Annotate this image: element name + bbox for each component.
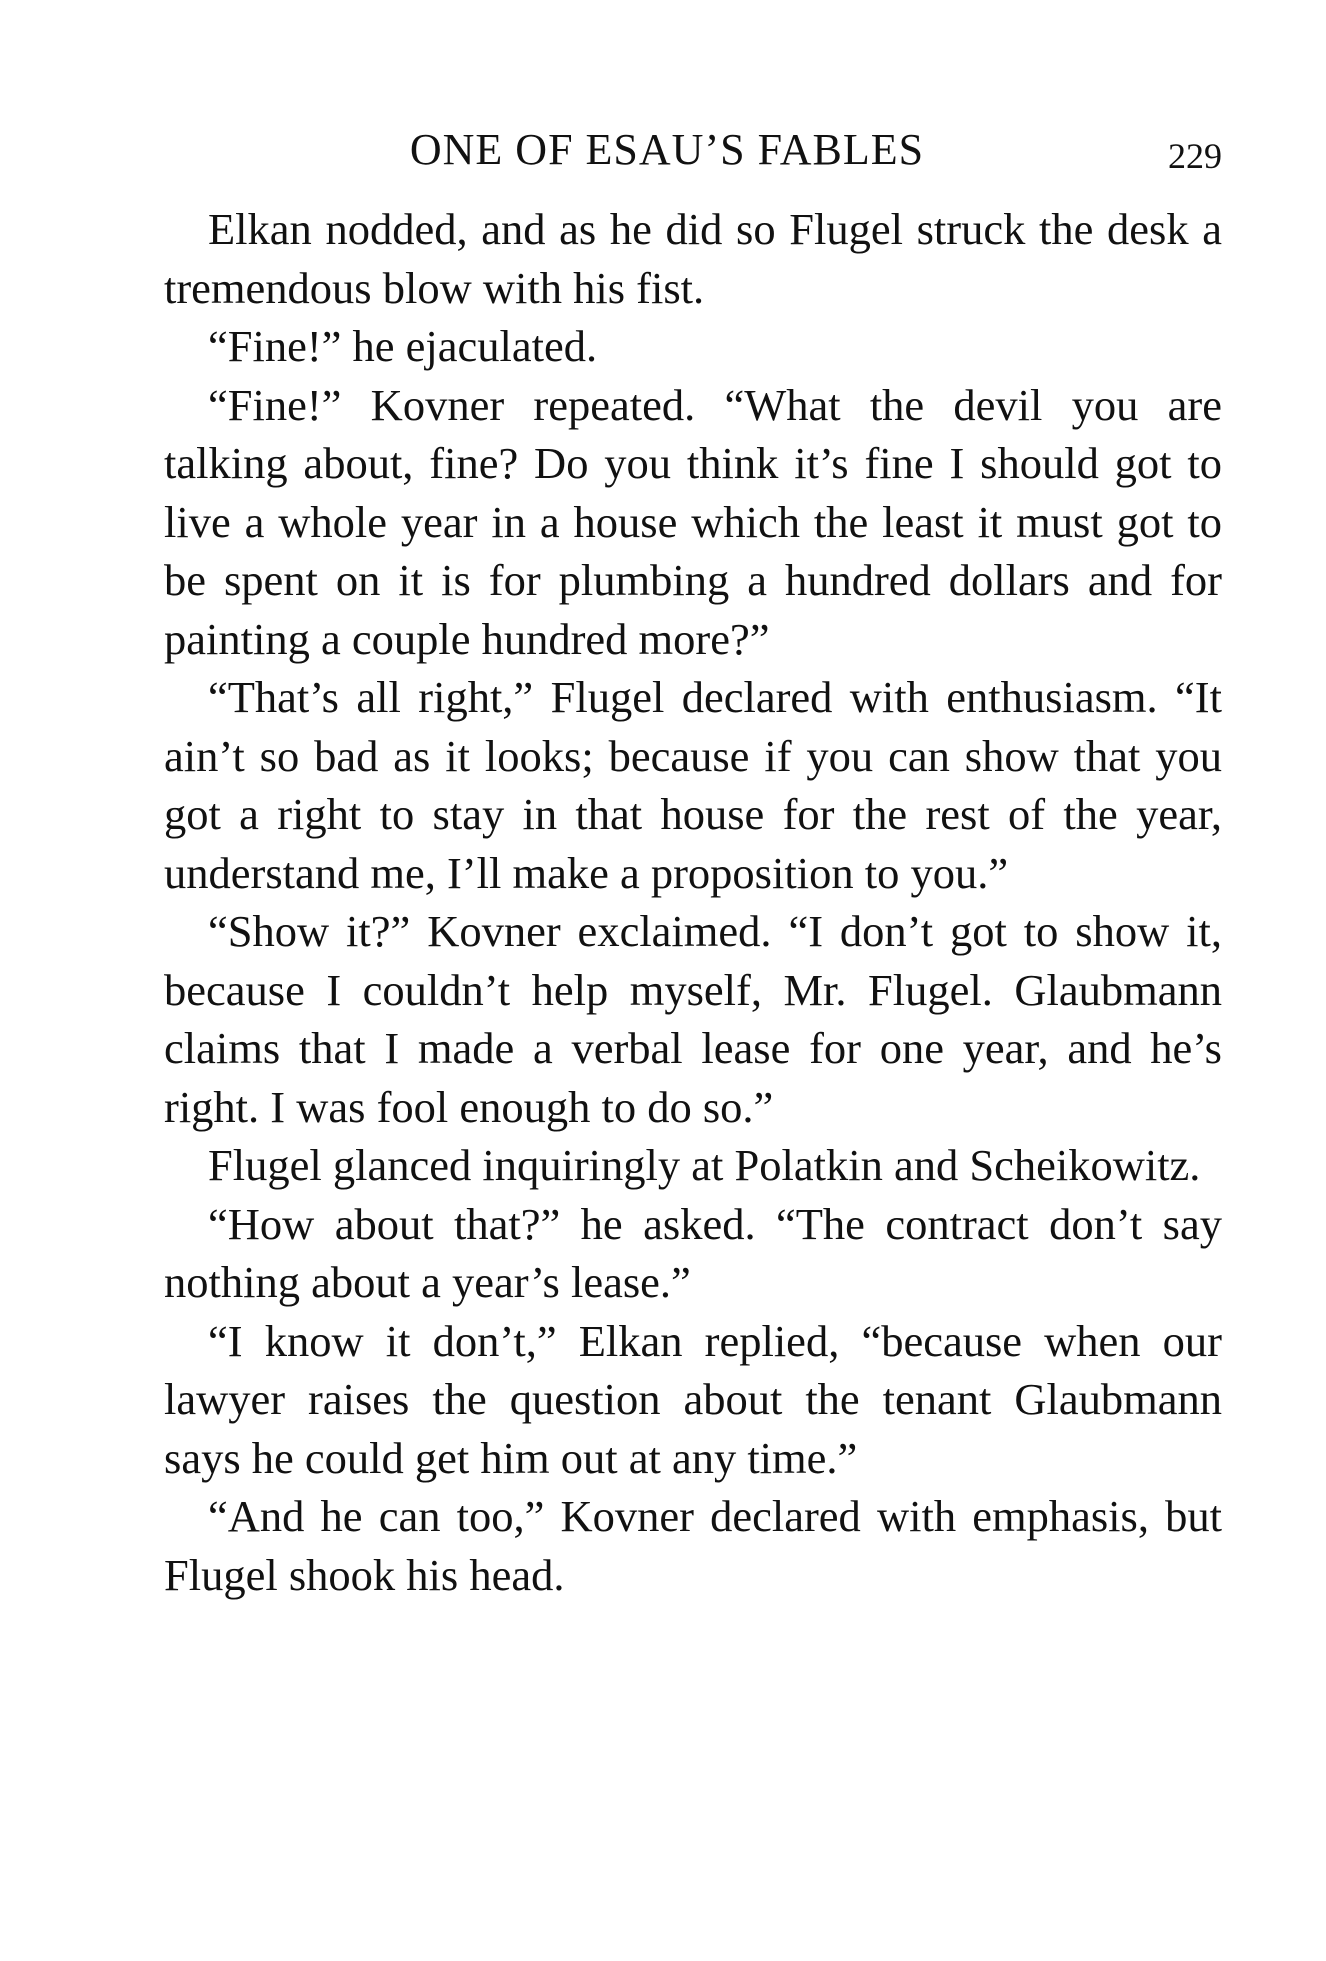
paragraph: “Fine!” he ejaculated. xyxy=(208,321,598,371)
running-header xyxy=(164,122,1230,182)
paragraph: “Fine!” Kovner repeated. “What the devil you are talking about, fine? Do you think it’s fine I should got to live a whole year in a house which the least it must got to be spent on it is for plumbing a hundred dollars and for painting a couple hundred more?” xyxy=(164,379,1222,664)
running-title: ONE OF ESAU’S FABLES xyxy=(409,125,925,174)
paragraph: Flugel glanced inquiringly at Polatkin and Scheikowitz. xyxy=(208,1140,1201,1190)
paragraph: “How about that?” he asked. “The contract don’t say nothing about a year’s lease.” xyxy=(164,1198,1222,1307)
page-number: 229 xyxy=(1168,136,1222,176)
paragraph: Elkan nodded, and as he did so Flugel struck the desk a tremendous blow with his fist. xyxy=(164,204,1222,313)
body-text xyxy=(164,200,1222,1604)
paragraph: “Show it?” Kovner exclaimed. “I don’t got to show it, because I couldn’t help myself, Mr. Flugel. Glaubmann claims that I made a verbal lease for one year, and he’s right. I was fool enough to do so.” xyxy=(164,906,1222,1132)
paragraph: “And he can too,” Kovner declared with emphasis, but Flugel shook his head. xyxy=(164,1491,1222,1600)
paragraph: “That’s all right,” Flugel declared with enthusiasm. “It ain’t so bad as it looks; because if you can show that you got a right to stay in that house for the rest of the year, understand me, I’ll make a proposition to you.” xyxy=(164,672,1222,898)
paragraph: “I know it don’t,” Elkan replied, “because when our lawyer raises the question about the tenant Glaubmann says he could get him out at any time.” xyxy=(164,1315,1222,1483)
